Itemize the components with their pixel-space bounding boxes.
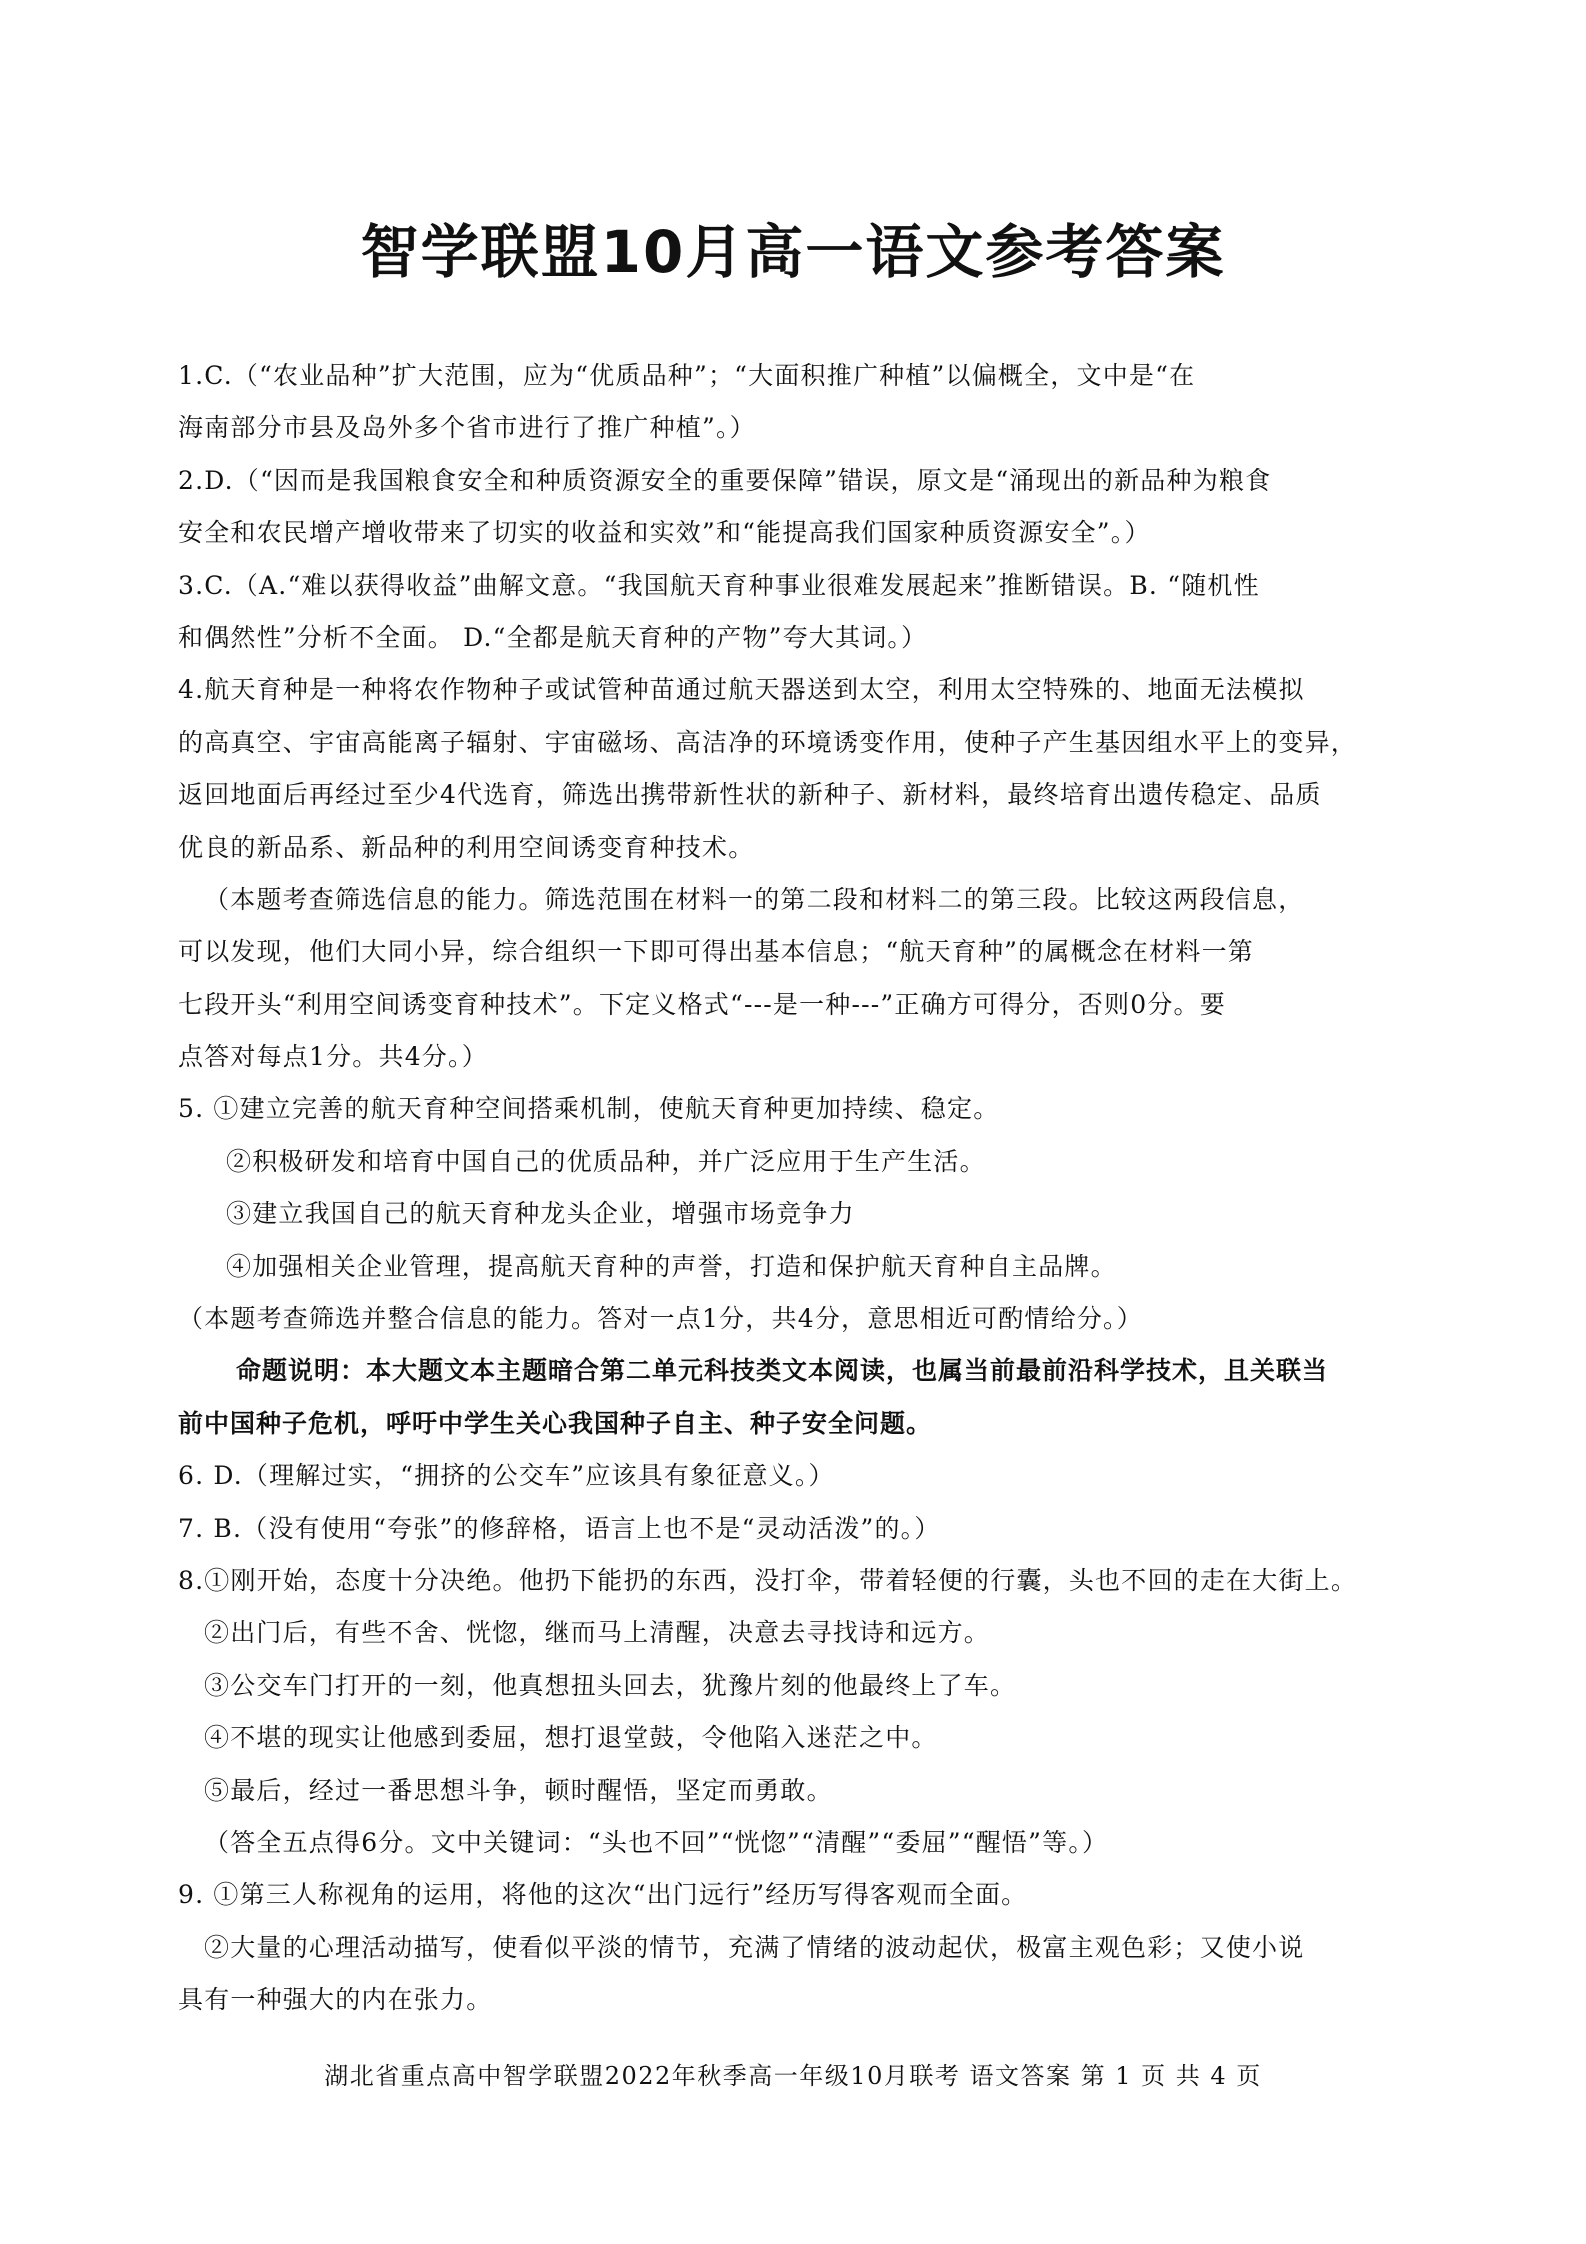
answer-line: 海南部分市县及岛外多个省市进行了推广种植”。） xyxy=(178,413,756,443)
answer-line: 的高真空、宇宙高能离子辐射、宇宙磁场、高洁净的环境诱变作用，使种子产生基因组水平上的变异， xyxy=(178,727,1358,757)
answer-line: 优良的新品系、新品种的利用空间诱变育种技术。 xyxy=(178,832,755,862)
answer-line: ⑤最后，经过一番思想斗争，顿时醒悟，坚定而勇敢。 xyxy=(204,1775,833,1805)
answer-line: 点答对每点1分。共4分。） xyxy=(178,1042,488,1072)
answer-line: 返回地面后再经过至少4代选育，筛选出携带新性状的新种子、新材料，最终培育出遗传稳定、品质 xyxy=(178,780,1322,810)
answer-line: （本题考查筛选信息的能力。筛选范围在材料一的第二段和材料二的第三段。比较这两段信息， xyxy=(204,884,1305,914)
page-footer: 湖北省重点高中智学联盟2022年秋季高一年级10月联考 语文答案 第 1 页 共 4 页 xyxy=(324,2062,1262,2090)
proposition-note: 命题说明：本大题文本主题暗合第二单元科技类文本阅读，也属当前最前沿科学技术，且关联当 xyxy=(236,1356,1329,1386)
answer-line: ②出门后，有些不舍、恍惚，继而马上清醒，决意去寻找诗和远方。 xyxy=(204,1618,991,1648)
answer-line: ④加强相关企业管理，提高航天育种的声誉，打造和保护航天育种自主品牌。 xyxy=(226,1251,1117,1281)
answer-line: （答全五点得6分。文中关键词：“头也不回”“恍惚”“清醒”“委屈”“醒悟”等。） xyxy=(204,1827,1109,1857)
answer-line: 七段开头“利用空间诱变育种技术”。下定义格式“---是一种---”正确方可得分，否则0分。要 xyxy=(178,989,1226,1019)
proposition-note: 前中国种子危机，呼吁中学生关心我国种子自主、种子安全问题。 xyxy=(178,1408,933,1438)
answer-line: ③建立我国自己的航天育种龙头企业，增强市场竞争力 xyxy=(226,1199,855,1229)
answer-line: 6. D.（理解过实，“拥挤的公交车”应该具有象征意义。） xyxy=(178,1461,835,1491)
answer-line: 1.C.（“农业品种”扩大范围，应为“优质品种”；“大面积推广种植”以偏概全，文中是“在 xyxy=(178,361,1196,390)
answer-line: ②大量的心理活动描写，使看似平淡的情节，充满了情绪的波动起伏，极富主观色彩；又使小说 xyxy=(204,1932,1305,1962)
answer-line: 可以发现，他们大同小异，综合组织一下即可得出基本信息；“航天育种”的属概念在材料一第 xyxy=(178,937,1254,967)
answer-line: 7. B.（没有使用“夸张”的修辞格，语言上也不是“灵动活泼”的。） xyxy=(178,1513,941,1543)
answer-line: 4.航天育种是一种将农作物种子或试管种苗通过航天器送到太空，利用太空特殊的、地面无法模拟 xyxy=(178,675,1305,705)
answer-line: 8.①刚开始，态度十分决绝。他扔下能扔的东西，没打伞，带着轻便的行囊，头也不回的走在大街上。 xyxy=(178,1565,1358,1595)
answer-line: ③公交车门打开的一刻，他真想扭头回去，犹豫片刻的他最终上了车。 xyxy=(204,1670,1017,1700)
answer-line: 和偶然性”分析不全面。 D.“全都是航天育种的产物”夸大其词。） xyxy=(178,622,928,652)
answer-line: 具有一种强大的内在张力。 xyxy=(178,1985,493,2015)
answer-line: 5. ①建立完善的航天育种空间搭乘机制，使航天育种更加持续、稳定。 xyxy=(178,1094,1000,1124)
page-title: 智学联盟10月高一语文参考答案 xyxy=(360,218,1226,286)
answer-line: 安全和农民增产增收带来了切实的收益和实效”和“能提高我们国家种质资源安全”。） xyxy=(178,518,1151,548)
answer-line: 2.D.（“因而是我国粮食安全和种质资源安全的重要保障”错误，原文是“涌现出的新品种为粮食 xyxy=(178,465,1272,495)
answer-line: 3.C.（A.“难以获得收益”曲解文意。“我国航天育种事业很难发展起来”推断错误。B. “随机性 xyxy=(178,570,1260,600)
answer-body xyxy=(178,350,1412,2027)
answer-line: （本题考查筛选并整合信息的能力。答对一点1分，共4分，意思相近可酌情给分。） xyxy=(178,1304,1143,1334)
answer-line: ④不堪的现实让他感到委屈，想打退堂鼓，令他陷入迷茫之中。 xyxy=(204,1723,938,1753)
answer-line: 9. ①第三人称视角的运用，将他的这次“出门远行”经历写得客观而全面。 xyxy=(178,1880,1028,1910)
answer-line: ②积极研发和培育中国自己的优质品种，并广泛应用于生产生活。 xyxy=(226,1146,986,1176)
